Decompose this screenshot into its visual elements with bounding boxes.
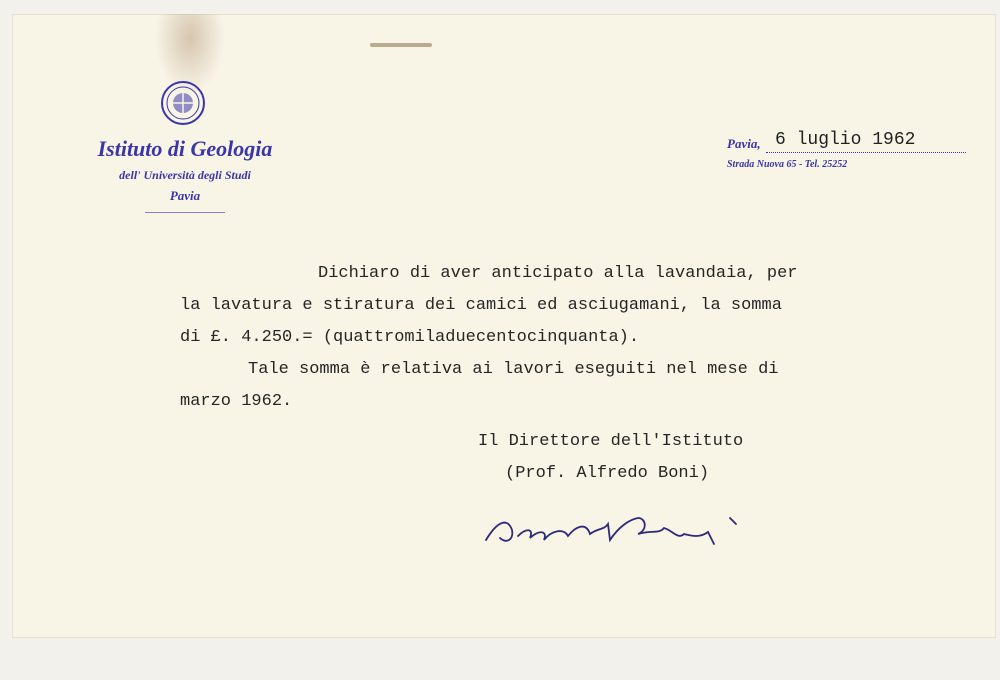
body-line: marzo 1962.	[180, 392, 293, 411]
signatory-title: Il Direttore dell'Istituto	[478, 432, 744, 451]
body-line: la lavatura e stiratura dei camici ed asciugamani, la somma	[180, 296, 782, 315]
letterhead-divider	[145, 212, 225, 213]
staple-mark	[370, 43, 432, 47]
letter-date: 6 luglio 1962	[775, 130, 916, 150]
body-line: Tale somma è relativa ai lavori eseguiti nel mese di	[248, 360, 779, 379]
institute-city: Pavia	[169, 188, 201, 203]
body-line: Dichiaro di aver anticipato alla lavandaia, per	[318, 264, 798, 283]
handwritten-signature	[478, 500, 768, 560]
university-name: dell' Università degli Studi	[119, 168, 251, 182]
institute-name: Istituto di Geologia	[97, 136, 273, 161]
institute-seal-icon	[160, 80, 206, 126]
date-dotted-line	[766, 152, 966, 153]
institute-address: Strada Nuova 65 - Tel. 25252	[727, 159, 848, 170]
signatory-name: (Prof. Alfredo Boni)	[505, 464, 710, 483]
body-line: di £. 4.250.= (quattromiladuecentocinquanta).	[180, 328, 640, 347]
date-place: Pavia,	[727, 136, 761, 151]
